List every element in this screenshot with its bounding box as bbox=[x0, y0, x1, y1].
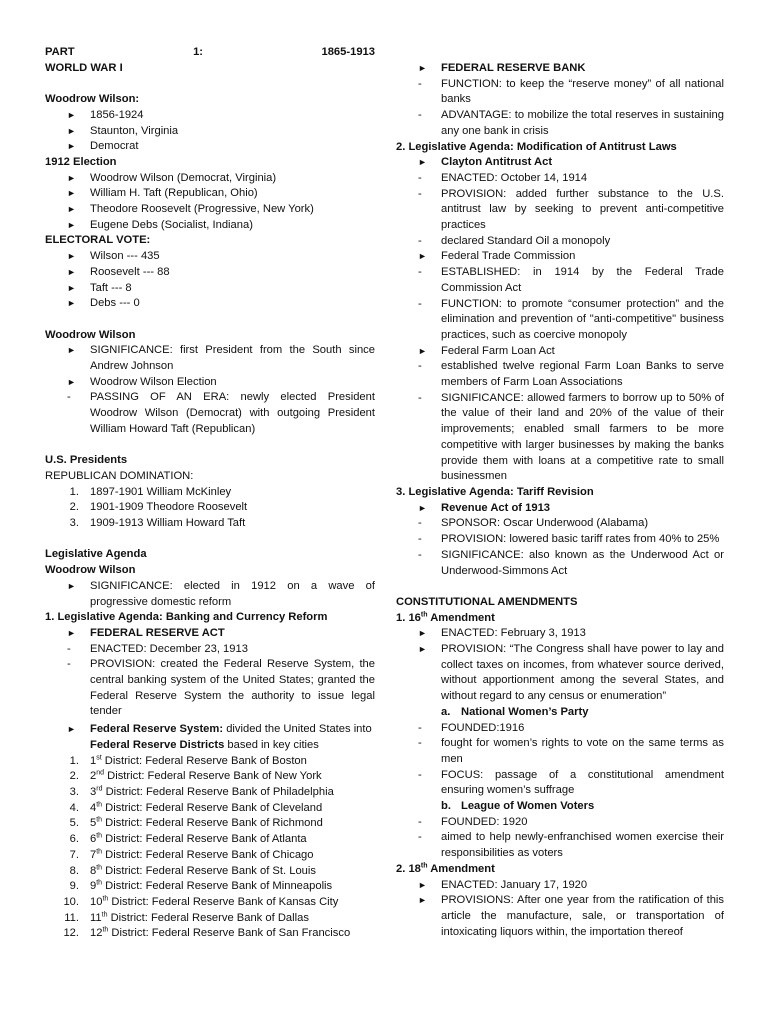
election-heading: 1912 Election bbox=[45, 155, 117, 168]
list-item: - FOUNDED: 1920 bbox=[396, 815, 724, 831]
arrow-bullet-icon: ► bbox=[67, 724, 76, 735]
dash-bullet: - bbox=[418, 737, 422, 750]
list-item: 10. 10th District: Federal Reserve Bank of Kansas City bbox=[63, 895, 339, 908]
list-item: - FUNCTION: to keep the “reserve money” of all national banks bbox=[418, 77, 724, 106]
list-item: - PROVISION: added further substance to the U.S. antitrust law by seeking to prevent anti-competitive practices bbox=[418, 187, 724, 232]
list-item: ► Wilson --- 435 bbox=[45, 249, 375, 265]
dash-bullet: - bbox=[418, 815, 422, 828]
arrow-bullet-icon: ► bbox=[67, 376, 76, 387]
list-item: ► Clayton Antitrust Act bbox=[396, 155, 724, 171]
arrow-bullet-icon: ► bbox=[67, 580, 76, 591]
arrow-bullet-icon: ► bbox=[67, 109, 76, 120]
list-item: ► Federal Reserve System: divided the United States into Federal Reserve Districts based in key cities bbox=[67, 723, 372, 751]
dash-bullet: - bbox=[418, 533, 422, 546]
list-item: ► Roosevelt --- 88 bbox=[45, 265, 375, 281]
list-item: ► PROVISION: “The Congress shall have power to lay and collect taxes on incomes, from whatever source derived, without apportionment among the several States, and without regard to any census or enumeration” bbox=[418, 643, 724, 703]
dash-bullet: - bbox=[418, 234, 422, 247]
list-item: 3. 1909-1913 William Howard Taft bbox=[69, 517, 246, 530]
dash-bullet: - bbox=[418, 517, 422, 530]
list-item: 2. 2nd District: Federal Reserve Bank of New York bbox=[69, 769, 322, 783]
list-item: 6. 6th District: Federal Reserve Bank of Atlanta bbox=[69, 832, 307, 846]
list-item: - fought for women’s rights to vote on the same terms as men bbox=[418, 737, 724, 765]
list-item: ► Democrat bbox=[45, 139, 375, 155]
republican-heading: REPUBLICAN DOMINATION: bbox=[45, 469, 194, 482]
list-item: ► PROVISIONS: After one year from the ratification of this article the manufacture, sale, or transportation of intoxicating liquors within, the importation thereof bbox=[418, 894, 724, 938]
list-item: - FOCUS: passage of a constitutional amendment ensuring women’s suffrage bbox=[418, 768, 724, 797]
list-item: - ENACTED: October 14, 1914 bbox=[396, 171, 724, 187]
list-item: ► SIGNIFICANCE: first President from the South since Andrew Johnson bbox=[67, 344, 375, 373]
agenda-heading: Legislative Agenda bbox=[45, 548, 147, 561]
dash-bullet: - bbox=[418, 266, 422, 279]
list-item: ► Woodrow Wilson (Democrat, Virginia) bbox=[45, 171, 375, 187]
list-item: ► Federal Farm Loan Act bbox=[396, 344, 724, 360]
arrow-bullet-icon: ► bbox=[67, 266, 76, 277]
list-item: - FOUNDED:1916 bbox=[396, 721, 724, 737]
arrow-bullet-icon: ► bbox=[67, 172, 76, 183]
list-item: ► FEDERAL RESERVE ACT bbox=[45, 626, 375, 642]
list-item: 5. 5th District: Federal Reserve Bank of Richmond bbox=[69, 816, 323, 830]
dash-bullet: - bbox=[418, 768, 422, 781]
list-item: - PROVISION: created the Federal Reserve System, the central banking system of the United States; granted the Federal Reserve System the authority to issue legal tender bbox=[67, 658, 375, 718]
arrow-bullet-icon: ► bbox=[67, 125, 76, 136]
arrow-bullet-icon: ► bbox=[67, 141, 76, 152]
list-item: ► 1856-1924 bbox=[45, 108, 375, 124]
list-item: ► SIGNIFICANCE: elected in 1912 on a wave of progressive domestic reform bbox=[67, 579, 375, 608]
list-item: - PROVISION: lowered basic tariff rates from 40% to 25% bbox=[396, 532, 724, 548]
list-item: ► Theodore Roosevelt (Progressive, New York) bbox=[45, 202, 375, 218]
list-item: - PASSING OF AN ERA: newly elected President Woodrow Wilson (Democrat) with outgoing President William Howard Taft (Republican) bbox=[67, 391, 375, 435]
list-item: ► Debs --- 0 bbox=[45, 296, 375, 312]
list-item: - ESTABLISHED: in 1914 by the Federal Trade Commission Act bbox=[418, 266, 724, 294]
agenda1-heading: 1. Legislative Agenda: Banking and Currency Reform bbox=[45, 611, 328, 624]
left-column bbox=[45, 45, 375, 942]
dash-bullet: - bbox=[418, 831, 422, 844]
list-item: - ADVANTAGE: to mobilize the total reserves in sustaining any one bank in crisis bbox=[418, 109, 724, 137]
list-item: ► Eugene Debs (Socialist, Indiana) bbox=[45, 218, 375, 234]
section-title: WORLD WAR I bbox=[45, 61, 123, 74]
arrow-bullet-icon: ► bbox=[418, 157, 427, 168]
part-label: PART bbox=[45, 46, 75, 58]
arrow-bullet-icon: ► bbox=[67, 298, 76, 309]
dash-bullet: - bbox=[418, 187, 422, 200]
list-item: 9. 9th District: Federal Reserve Bank of Minneapolis bbox=[69, 879, 333, 893]
dash-bullet: - bbox=[418, 360, 422, 373]
list-item: - ENACTED: December 23, 1913 bbox=[45, 642, 375, 658]
arrow-bullet-icon: ► bbox=[67, 188, 76, 199]
wilson-heading: Woodrow Wilson: bbox=[45, 93, 140, 106]
dash-bullet: - bbox=[418, 548, 422, 561]
list-item: - SPONSOR: Oscar Underwood (Alabama) bbox=[396, 516, 724, 532]
arrow-bullet-icon: ► bbox=[418, 879, 427, 890]
part-header bbox=[45, 45, 375, 61]
arrow-bullet-icon: ► bbox=[418, 251, 427, 262]
arrow-bullet-icon: ► bbox=[67, 204, 76, 215]
dash-bullet: - bbox=[67, 642, 71, 655]
dash-bullet: - bbox=[418, 721, 422, 734]
list-item: ► William H. Taft (Republican, Ohio) bbox=[45, 186, 375, 202]
list-item: ► Federal Trade Commission bbox=[396, 249, 724, 265]
list-item: 11. 11th District: Federal Reserve Bank of Dallas bbox=[64, 910, 309, 924]
agenda-wilson-heading: Woodrow Wilson bbox=[45, 564, 136, 577]
list-item: - SIGNIFICANCE: allowed farmers to borrow up to 50% of the value of their land and 20% of the value of their improvements; enabled small farmers to be more competitive with larger businesses by making the banks provide them with loans at a competitive rate to small businessmen bbox=[418, 391, 724, 483]
agenda3-heading: 3. Legislative Agenda: Tariff Revision bbox=[396, 485, 594, 498]
arrow-bullet-icon: ► bbox=[418, 502, 427, 513]
dash-bullet: - bbox=[418, 109, 422, 122]
list-item: - established twelve regional Farm Loan Banks to serve members of Farm Loan Associations bbox=[418, 360, 724, 389]
arrow-bullet-icon: ► bbox=[418, 628, 427, 639]
list-item: ► FEDERAL RESERVE BANK bbox=[396, 61, 724, 77]
list-item: ► Staunton, Virginia bbox=[45, 124, 375, 140]
arrow-bullet-icon: ► bbox=[67, 219, 76, 230]
list-item: b. League of Women Voters bbox=[441, 800, 595, 813]
dash-bullet: - bbox=[67, 391, 71, 404]
arrow-bullet-icon: ► bbox=[67, 345, 76, 356]
part-number: 1: bbox=[193, 46, 204, 58]
list-item: 7. 7th District: Federal Reserve Bank of Chicago bbox=[69, 848, 314, 861]
list-item: a. National Women’s Party bbox=[441, 705, 589, 718]
list-item: 12. 12th District: Federal Reserve Bank of San Francisco bbox=[63, 926, 351, 940]
arrow-bullet-icon: ► bbox=[418, 63, 427, 73]
dash-bullet: - bbox=[67, 658, 71, 671]
list-item: - declared Standard Oil a monopoly bbox=[396, 234, 724, 250]
amendment16-heading: 1. 16th Amendment bbox=[396, 610, 495, 624]
arrow-bullet-icon: ► bbox=[418, 644, 427, 654]
amendment18-heading: 2. 18th Amendment bbox=[396, 862, 495, 875]
dash-bullet: - bbox=[418, 297, 422, 310]
presidents-heading: U.S. Presidents bbox=[45, 454, 128, 467]
arrow-bullet-icon: ► bbox=[67, 282, 76, 293]
arrow-bullet-icon: ► bbox=[418, 895, 427, 906]
list-item: ► ENACTED: January 17, 1920 bbox=[396, 878, 724, 894]
list-item: 1. 1897-1901 William McKinley bbox=[69, 485, 232, 498]
list-item: ► Revenue Act of 1913 bbox=[396, 501, 724, 517]
list-item: 1. 1st District: Federal Reserve Bank of Boston bbox=[69, 753, 307, 767]
wilson2-heading: Woodrow Wilson bbox=[45, 328, 136, 341]
arrow-bullet-icon: ► bbox=[67, 251, 76, 262]
electoral-heading: ELECTORAL VOTE: bbox=[45, 234, 151, 247]
right-column bbox=[396, 61, 724, 940]
arrow-bullet-icon: ► bbox=[67, 627, 76, 638]
list-item: - FUNCTION: to promote “consumer protection” and the elimination and prevention of "anti-competitive" business practices, such as coercive monopoly bbox=[418, 297, 724, 341]
dash-bullet: - bbox=[418, 171, 422, 184]
list-item: 4. 4th District: Federal Reserve Bank of Cleveland bbox=[69, 800, 323, 814]
list-item: ► Taft --- 8 bbox=[45, 281, 375, 297]
list-item: 8. 8th District: Federal Reserve Bank of St. Louis bbox=[69, 863, 316, 877]
list-item: - aimed to help newly-enfranchised women exercise their responsibilities as voters bbox=[418, 831, 724, 860]
list-item: ► ENACTED: February 3, 1913 bbox=[396, 626, 724, 642]
amendments-heading: CONSTITUTIONAL AMENDMENTS bbox=[396, 595, 578, 608]
list-item: 2. 1901-1909 Theodore Roosevelt bbox=[69, 501, 248, 514]
arrow-bullet-icon: ► bbox=[418, 345, 427, 356]
list-item: ► Woodrow Wilson Election bbox=[45, 375, 375, 391]
dash-bullet: - bbox=[418, 77, 422, 90]
dash-bullet: - bbox=[418, 391, 422, 404]
part-years: 1865-1913 bbox=[321, 46, 375, 58]
list-item: 3. 3rd District: Federal Reserve Bank of Philadelphia bbox=[69, 785, 334, 798]
list-item: - SIGNIFICANCE: also known as the Underwood Act or Underwood-Simmons Act bbox=[418, 548, 724, 577]
agenda2-heading: 2. Legislative Agenda: Modification of Antitrust Laws bbox=[396, 140, 677, 153]
